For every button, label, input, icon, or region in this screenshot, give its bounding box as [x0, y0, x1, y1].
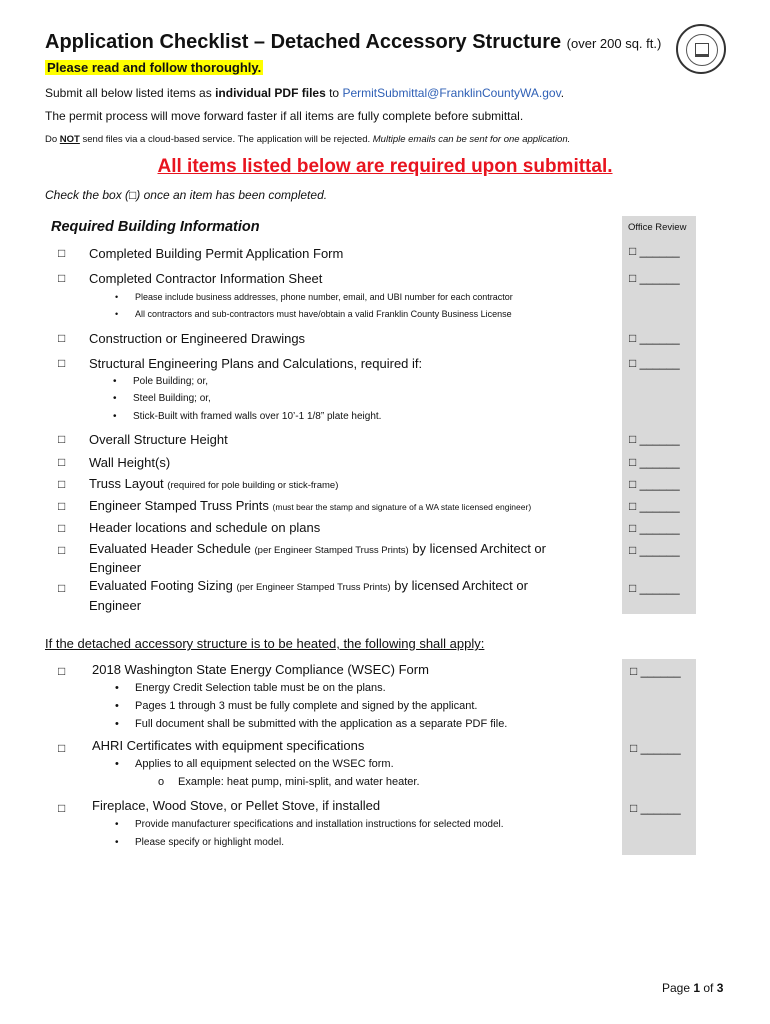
- bullet-text: Please specify or highlight model.: [135, 837, 284, 848]
- office-review-slot[interactable]: □ ______: [630, 664, 681, 678]
- checkbox[interactable]: □: [58, 741, 66, 755]
- office-review-slot[interactable]: □ ______: [629, 432, 680, 446]
- item-label: [89, 541, 546, 556]
- office-review-slot[interactable]: □ ______: [629, 477, 680, 491]
- bullet-glyph: •: [113, 376, 117, 387]
- subbullet-text: Example: heat pump, mini-split, and water heater.: [178, 776, 420, 788]
- item-label: 2018 Washington State Energy Compliance (WSEC) Form: [92, 662, 429, 677]
- submit-bold: individual PDF files: [215, 86, 326, 100]
- item-label: Completed Building Permit Application Form: [89, 246, 344, 261]
- item-label-text: Engineer Stamped Truss Prints: [89, 498, 269, 513]
- submit-to: to: [325, 86, 343, 100]
- bullet-text: Pole Building; or,: [133, 376, 209, 387]
- checkbox[interactable]: □: [58, 331, 66, 345]
- bullet-text: All contractors and sub-contractors must have/obtain a valid Franklin County Business License: [135, 309, 512, 319]
- do-rest: send files via a cloud-based service. The application will be rejected.: [79, 134, 373, 145]
- bullet-item: [113, 376, 208, 387]
- bullet-glyph: •: [113, 411, 117, 422]
- bullet-item: [115, 682, 386, 694]
- bullet-item: [113, 393, 211, 404]
- do-prefix: Do: [45, 134, 60, 145]
- checkbox[interactable]: □: [58, 356, 66, 370]
- bullet-glyph: •: [115, 758, 119, 770]
- item-note: (must bear the stamp and signature of a WA state licensed engineer): [272, 502, 532, 512]
- office-review-slot[interactable]: □ ______: [629, 331, 680, 345]
- bullet-text: Please include business addresses, phone number, email, and UBI number for each contractor: [135, 292, 513, 302]
- checkbox[interactable]: □: [58, 801, 66, 815]
- item-tail: by licensed Architect or: [408, 541, 546, 556]
- checkbox[interactable]: □: [58, 271, 66, 285]
- item-tail: by licensed Architect or: [390, 578, 528, 593]
- bullet-text: Stick-Built with framed walls over 10’-1 1/8” plate height.: [133, 411, 382, 422]
- office-review-slot[interactable]: □ ______: [629, 521, 680, 535]
- item-label-text: Evaluated Footing Sizing: [89, 578, 233, 593]
- bullet-text: Provide manufacturer specifications and installation instructions for selected model.: [135, 819, 504, 830]
- submit-prefix: Submit all below listed items as: [45, 86, 216, 100]
- subbullet-glyph: o: [158, 776, 165, 788]
- office-review-slot[interactable]: □ ______: [629, 499, 680, 513]
- section-title-building: Required Building Information: [51, 219, 260, 235]
- item-note: (per Engineer Stamped Truss Prints): [254, 545, 409, 556]
- item-label: Construction or Engineered Drawings: [89, 331, 306, 346]
- subbullet-item: [158, 776, 420, 788]
- checkbox[interactable]: □: [58, 581, 66, 595]
- office-review-slot[interactable]: □ ______: [629, 581, 680, 595]
- item-label-line2: Engineer: [89, 598, 142, 613]
- item-label: Fireplace, Wood Stove, or Pellet Stove, if installed: [92, 798, 381, 813]
- item-label: Structural Engineering Plans and Calculations, required if:: [89, 356, 423, 371]
- bullet-text: Energy Credit Selection table must be on the plans.: [135, 682, 386, 694]
- bullet-glyph: •: [115, 718, 119, 730]
- permit-process-note: The permit process will move forward faster if all items are fully complete before submittal.: [45, 109, 524, 123]
- bullet-text: Applies to all equipment selected on the WSEC form.: [135, 758, 394, 770]
- title-text: Application Checklist – Detached Accessory Structure: [45, 31, 562, 53]
- submit-instruction: [45, 86, 564, 100]
- bullet-item: [115, 292, 513, 302]
- bullet-item: [115, 718, 507, 730]
- checkbox[interactable]: □: [58, 477, 66, 491]
- bullet-item: [113, 411, 381, 422]
- checkbox[interactable]: □: [58, 543, 66, 557]
- do-not: NOT: [59, 134, 80, 145]
- page-total: 3: [716, 981, 724, 995]
- bullet-glyph: •: [115, 309, 119, 319]
- item-label-text: Evaluated Header Schedule: [89, 541, 251, 556]
- page-of: of: [700, 981, 717, 995]
- bullet-text: Full document shall be submitted with the application as a separate PDF file.: [135, 718, 508, 730]
- bullet-glyph: •: [115, 292, 119, 302]
- checkbox[interactable]: □: [58, 455, 66, 469]
- office-review-slot[interactable]: □ ______: [629, 244, 680, 258]
- bullet-item: [115, 837, 284, 848]
- bullet-item: [115, 700, 477, 712]
- submit-end: .: [560, 86, 565, 100]
- office-review-column-heated: [622, 659, 696, 855]
- bullet-item: [115, 309, 512, 319]
- bullet-text: Pages 1 through 3 must be fully complete and signed by the applicant.: [135, 700, 478, 712]
- checkbox[interactable]: □: [58, 432, 66, 446]
- office-review-header: Office Review: [628, 222, 687, 233]
- email-link[interactable]: PermitSubmittal@FranklinCountyWA.gov: [342, 86, 561, 100]
- page-title: [45, 31, 661, 54]
- page-current: 1: [693, 981, 701, 995]
- page-prefix: Page: [662, 981, 694, 995]
- item-label: AHRI Certificates with equipment specifications: [92, 738, 365, 753]
- item-label: Header locations and schedule on plans: [89, 520, 321, 535]
- item-label: [89, 578, 528, 593]
- office-review-slot[interactable]: □ ______: [629, 455, 680, 469]
- multiple-emails-note: Multiple emails can be sent for one application.: [372, 134, 571, 145]
- item-note: (per Engineer Stamped Truss Prints): [236, 582, 391, 593]
- checkbox[interactable]: □: [58, 664, 66, 678]
- bullet-glyph: •: [115, 700, 119, 712]
- bullet-glyph: •: [115, 682, 119, 694]
- page-number: [662, 981, 723, 995]
- bullet-glyph: •: [115, 819, 119, 830]
- office-review-slot[interactable]: □ ______: [629, 543, 680, 557]
- checkbox[interactable]: □: [58, 499, 66, 513]
- bullet-glyph: •: [113, 393, 117, 404]
- title-suffix: (over 200 sq. ft.): [566, 36, 662, 51]
- office-review-slot[interactable]: □ ______: [629, 271, 680, 285]
- item-label-text: Truss Layout: [89, 476, 164, 491]
- office-review-slot[interactable]: □ ______: [630, 801, 681, 815]
- check-box-note: Check the box (□) once an item has been completed.: [45, 188, 328, 202]
- item-label: [89, 476, 338, 491]
- item-label: Wall Height(s): [89, 455, 171, 470]
- bullet-item: [115, 819, 504, 830]
- courthouse-icon: [695, 43, 709, 57]
- office-review-slot[interactable]: □ ______: [629, 356, 680, 370]
- checkbox[interactable]: □: [58, 246, 66, 260]
- item-label: Overall Structure Height: [89, 432, 228, 447]
- checkbox[interactable]: □: [58, 521, 66, 535]
- item-label: [89, 498, 531, 513]
- item-label-line2: Engineer: [89, 560, 142, 575]
- section-title-heated: If the detached accessory structure is to be heated, the following shall apply:: [45, 636, 485, 651]
- bullet-item: [115, 758, 394, 770]
- read-thoroughly-highlight: Please read and follow thoroughly.: [47, 60, 262, 75]
- item-label: Completed Contractor Information Sheet: [89, 271, 323, 286]
- cloud-warning: [45, 134, 570, 145]
- bullet-glyph: •: [115, 837, 119, 848]
- bullet-text: Steel Building; or,: [133, 393, 211, 404]
- county-seal-logo: [676, 24, 726, 74]
- item-note: (required for pole building or stick-frame): [167, 480, 339, 491]
- required-banner: All items listed below are required upon submittal.: [157, 156, 613, 177]
- office-review-slot[interactable]: □ ______: [630, 741, 681, 755]
